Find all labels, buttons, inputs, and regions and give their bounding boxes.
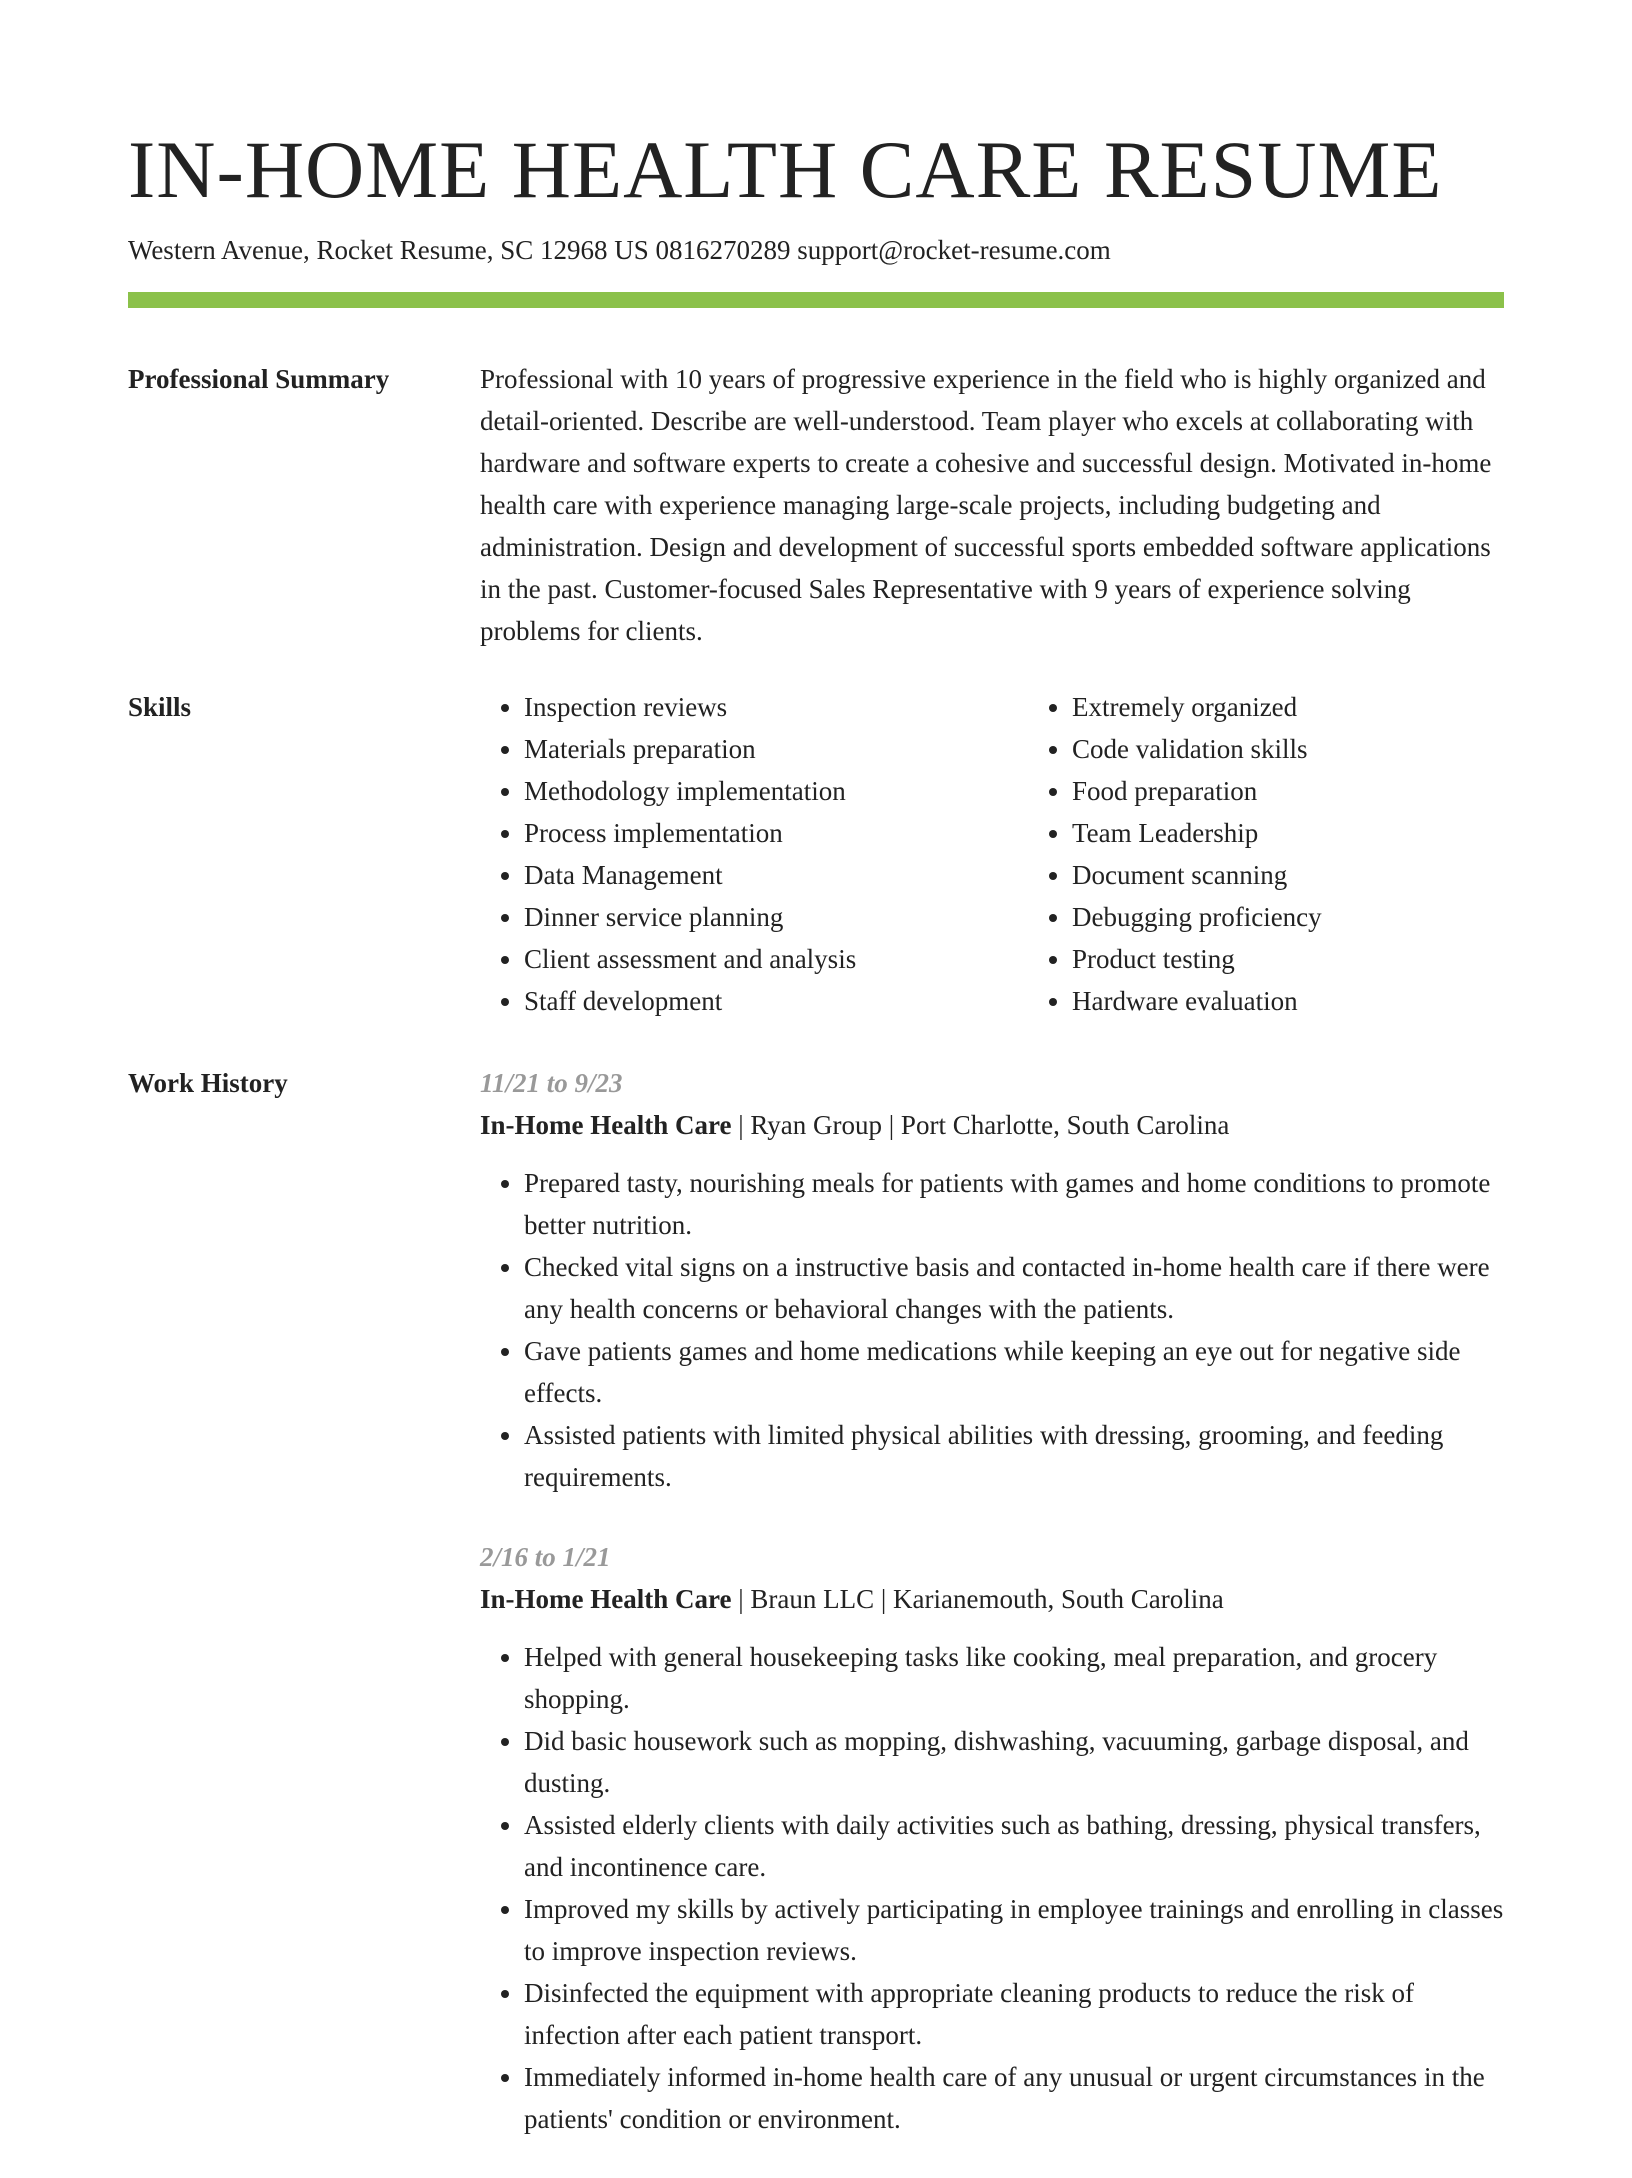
job-bullet: • Disinfected the equipment with appropriate cleaning products to reduce the risk of infection after each patient transport.	[524, 1972, 1504, 2056]
skills-heading: Skills	[128, 692, 192, 722]
summary-heading: Professional Summary	[128, 364, 390, 394]
skills-list-left	[480, 686, 1028, 1022]
job-bullet: • Immediately informed in-home health care of any unusual or urgent circumstances in the patients' condition or environment.	[524, 2056, 1504, 2140]
skill-item: • Food preparation	[1072, 770, 1576, 812]
job-header	[480, 1104, 1504, 1146]
summary-text: Professional with 10 years of progressive experience in the field who is highly organized and detail-oriented. Describe are well-understood. Team player who excels at collaborating with hardware and software experts to create a cohesive and successful design. Motivated in-home health care with experience managing large-scale projects, including budgeting and administration. Design and development of successful sports embedded software applications in the past. Customer-focused Sales Representative with 9 years of experience solving problems for clients.	[480, 364, 1492, 646]
skills-list-right	[1028, 686, 1576, 1022]
job-bullet: • Improved my skills by actively participating in employee trainings and enrolling in classes to improve inspection reviews.	[524, 1888, 1504, 1972]
job-entry	[480, 1062, 1504, 1498]
contact-line: Western Avenue, Rocket Resume, SC 12968 US 0816270289 support@rocket-resume.com	[128, 235, 1111, 265]
skill-item: • Data Management	[524, 854, 1028, 896]
accent-divider	[128, 292, 1504, 308]
job-bullet: • Checked vital signs on a instructive basis and contacted in-home health care if there were any health concerns or behavioral changes with the patients.	[524, 1246, 1504, 1330]
job-bullet: • Gave patients games and home medications while keeping an eye out for negative side effects.	[524, 1330, 1504, 1414]
skill-item: • Product testing	[1072, 938, 1576, 980]
skill-item: • Team Leadership	[1072, 812, 1576, 854]
job-bullets	[480, 1636, 1504, 2140]
skill-item: • Client assessment and analysis	[524, 938, 1028, 980]
job-dates: 11/21 to 9/23	[480, 1068, 623, 1098]
job-title: In-Home Health Care	[480, 1110, 732, 1140]
skill-item: • Inspection reviews	[524, 686, 1028, 728]
job-bullet: • Assisted patients with limited physical abilities with dressing, grooming, and feeding requirements.	[524, 1414, 1504, 1498]
skills-section	[128, 686, 1504, 1022]
skill-item: • Materials preparation	[524, 728, 1028, 770]
job-bullet: • Prepared tasty, nourishing meals for patients with games and home conditions to promote better nutrition.	[524, 1162, 1504, 1246]
skill-item: • Hardware evaluation	[1072, 980, 1576, 1022]
job-header	[480, 1578, 1504, 1620]
skill-item: • Document scanning	[1072, 854, 1576, 896]
work-history-section	[128, 1062, 1504, 2178]
job-details: | Braun LLC | Karianemouth, South Carolina	[731, 1584, 1224, 1614]
skill-item: • Staff development	[524, 980, 1028, 1022]
summary-section	[128, 358, 1504, 652]
resume-title: IN-HOME HEALTH CARE RESUME	[128, 124, 1443, 215]
skill-item: • Code validation skills	[1072, 728, 1576, 770]
skill-item: • Process implementation	[524, 812, 1028, 854]
job-title: In-Home Health Care	[480, 1584, 732, 1614]
skill-item: • Methodology implementation	[524, 770, 1028, 812]
job-details: | Ryan Group | Port Charlotte, South Carolina	[731, 1110, 1230, 1140]
job-dates: 2/16 to 1/21	[480, 1542, 611, 1572]
skill-item: • Debugging proficiency	[1072, 896, 1576, 938]
work-history-heading: Work History	[128, 1068, 288, 1098]
job-entry	[480, 1536, 1504, 2140]
job-bullet: • Did basic housework such as mopping, dishwashing, vacuuming, garbage disposal, and dusting.	[524, 1720, 1504, 1804]
skill-item: • Dinner service planning	[524, 896, 1028, 938]
job-bullet: • Helped with general housekeeping tasks like cooking, meal preparation, and grocery shopping.	[524, 1636, 1504, 1720]
skill-item: • Extremely organized	[1072, 686, 1576, 728]
job-bullet: • Assisted elderly clients with daily activities such as bathing, dressing, physical transfers, and incontinence care.	[524, 1804, 1504, 1888]
job-bullets	[480, 1162, 1504, 1498]
